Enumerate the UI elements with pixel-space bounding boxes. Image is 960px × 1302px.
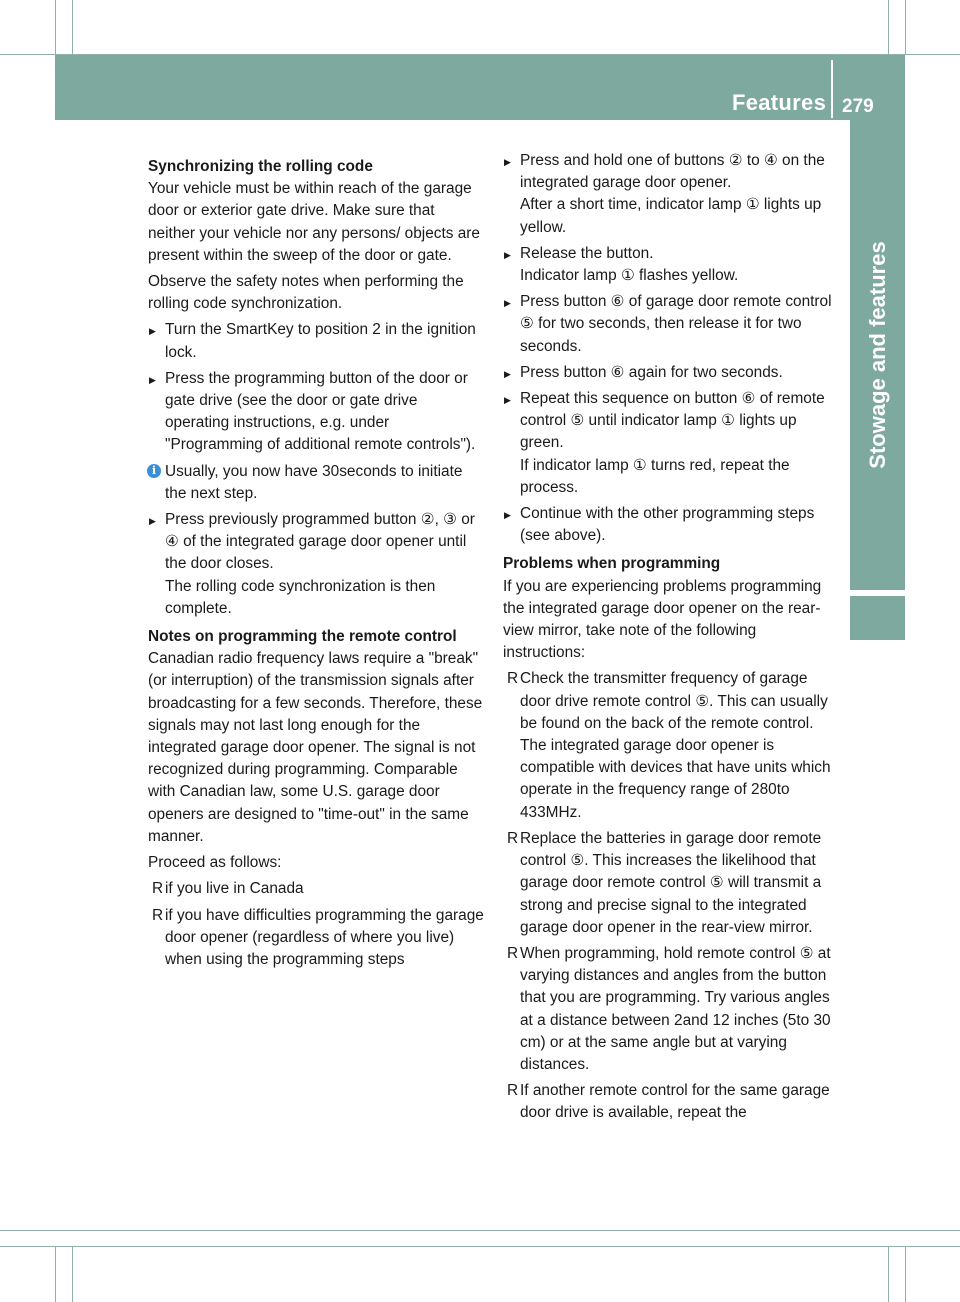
info-icon: i xyxy=(147,464,161,478)
crop-mark xyxy=(888,1246,889,1302)
bullet-item xyxy=(503,943,835,1076)
crop-mark xyxy=(72,1246,73,1302)
bullet-icon: R xyxy=(507,1082,519,1100)
paragraph: Canadian radio frequency laws require a "break" (or interruption) of the transmission signals after broadcasting for a few seconds. Therefore, these signals may not last long enough for the integrated garage door opener. The signal is not recognized during programming. Comparable with Canadian law, some U.S. garage door openers are designed to "time-out" in the same manner. xyxy=(148,650,483,845)
item-text: Press button ⑥ of garage door remote control ⑤ for two seconds, then release it for two seconds. xyxy=(520,293,832,355)
right-column xyxy=(503,150,835,1129)
crop-mark xyxy=(55,0,56,54)
section-heading: Problems when programming xyxy=(503,555,721,573)
header-divider xyxy=(831,60,833,118)
section-heading: Notes on programming the remote control xyxy=(148,628,457,646)
item-text: if you live in Canada xyxy=(165,880,304,898)
item-text: Check the transmitter frequency of garage door drive remote control ⑤. This can usually be found on the back of the remote control. xyxy=(520,670,828,732)
section-heading: Synchronizing the rolling code xyxy=(148,158,373,175)
item-text: Press the programming button of the door or gate drive (see the door or gate drive operating instructions, e.g. under "Programming of additional remote controls"). xyxy=(165,369,476,454)
page-number: 279 xyxy=(842,96,874,117)
item-text: Press button ⑥ again for two seconds. xyxy=(520,363,783,381)
section-label: Stowage and features xyxy=(865,241,890,469)
item-subtext: If indicator lamp ① turns red, repeat the process. xyxy=(520,456,790,496)
instruction-step xyxy=(148,368,484,457)
crop-mark xyxy=(55,1246,56,1302)
left-column xyxy=(148,150,484,975)
bullet-item xyxy=(148,905,484,972)
instruction-step xyxy=(503,291,835,358)
instruction-step xyxy=(503,388,835,499)
crop-mark xyxy=(888,0,889,54)
item-subtext: After a short time, indicator lamp ① lights up yellow. xyxy=(520,196,822,236)
item-text: Usually, you now have 30seconds to initiate the next step. xyxy=(165,462,463,502)
paragraph: If you are experiencing problems programming the integrated garage door opener on the rear-view mirror, take note of the following instructions: xyxy=(503,577,822,662)
item-text: if you have difficulties programming the garage door opener (regardless of where you live) when using the programming steps xyxy=(165,906,484,968)
bullet-item xyxy=(503,1080,835,1124)
paragraph: Your vehicle must be within reach of the garage door or exterior gate drive. Make sure that neither your vehicle nor any persons/ objects are present within the sweep of the door or gate. xyxy=(148,180,480,264)
section-marker xyxy=(850,596,905,640)
crop-mark xyxy=(72,0,73,54)
instruction-step xyxy=(148,509,484,620)
crop-mark xyxy=(905,0,906,54)
item-text: Continue with the other programming steps (see above). xyxy=(520,505,815,545)
bullet-icon: R xyxy=(152,880,164,898)
item-text: Replace the batteries in garage door remote control ⑤. This increases the likelihood that garage door remote control ⑤ will transmit a strong and precise signal to the integrated garage door opener in the rear-view mirror. xyxy=(520,829,822,936)
bullet-icon: R xyxy=(507,670,519,688)
bullet-item xyxy=(503,668,835,823)
item-subtext: The rolling code synchronization is then complete. xyxy=(165,577,436,617)
item-text: Turn the SmartKey to position 2 in the ignition lock. xyxy=(165,321,476,361)
instruction-step xyxy=(503,243,835,287)
info-note xyxy=(148,461,484,505)
item-text: Press and hold one of buttons ② to ④ on the integrated garage door opener. xyxy=(520,152,825,192)
bullet-item xyxy=(503,828,835,939)
bullet-icon: R xyxy=(507,944,519,962)
paragraph: Proceed as follows: xyxy=(148,854,282,872)
item-subtext: Indicator lamp ① flashes yellow. xyxy=(520,267,739,285)
bullet-icon: R xyxy=(507,829,519,847)
crop-mark xyxy=(0,1246,960,1247)
bullet-icon: R xyxy=(152,906,164,924)
item-text: Release the button. xyxy=(520,244,654,262)
instruction-step xyxy=(148,319,484,363)
bullet-item xyxy=(148,878,484,900)
instruction-step xyxy=(503,150,835,239)
page-title: Features xyxy=(732,90,827,115)
item-text: Press previously programmed button ②, ③ or ④ of the integrated garage door opener until the door closes. xyxy=(165,511,475,573)
item-text: When programming, hold remote control ⑤ at varying distances and angles from the button that you are programming. Try various angles at a distance between 2and 12 inches (5to 30 cm) or at the same angle but at varying distances. xyxy=(520,944,831,1073)
paragraph: Observe the safety notes when performing the rolling code synchronization. xyxy=(148,273,464,313)
item-text: If another remote control for the same garage door drive is available, repeat the xyxy=(520,1082,830,1122)
crop-mark xyxy=(905,1246,906,1302)
item-text: Repeat this sequence on button ⑥ of remote control ⑤ until indicator lamp ① lights up green. xyxy=(520,390,825,452)
instruction-step xyxy=(503,362,835,384)
item-subtext: The integrated garage door opener is compatible with devices that have units which operate in the frequency range of 280to 433MHz. xyxy=(520,737,831,821)
crop-mark xyxy=(0,1230,960,1231)
instruction-step xyxy=(503,503,835,547)
